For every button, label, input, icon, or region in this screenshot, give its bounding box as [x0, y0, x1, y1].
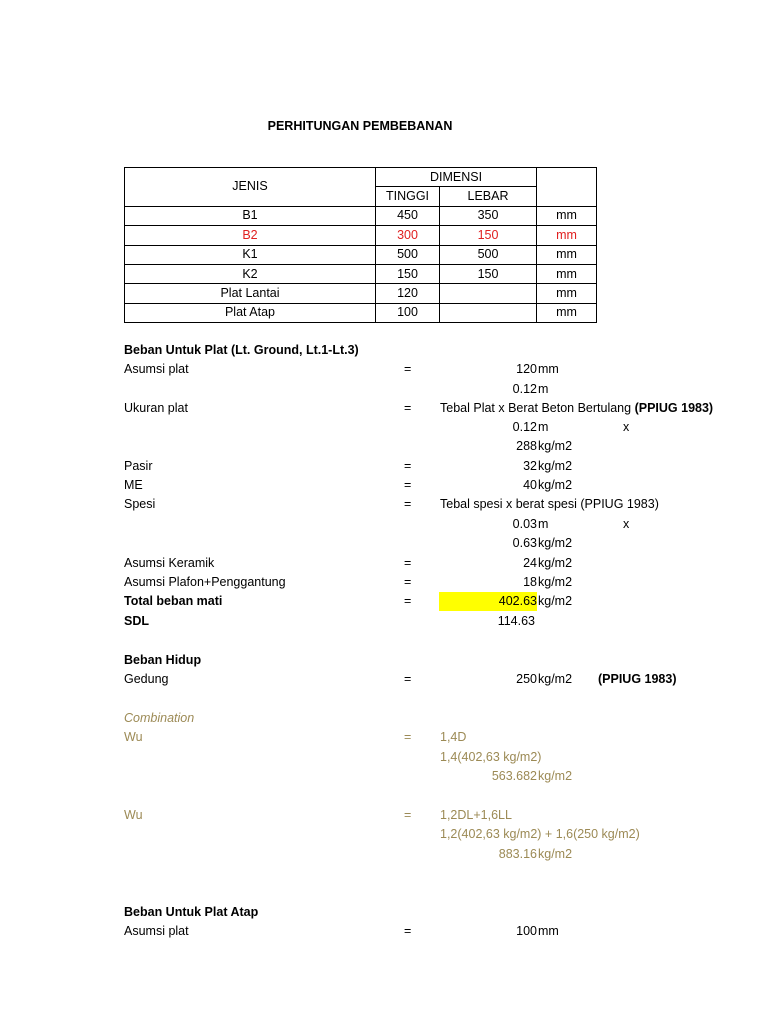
cell-unit: mm	[537, 226, 597, 245]
wu1-formula: 1,4D	[440, 730, 467, 744]
spesi-result-value: 0.63	[512, 536, 537, 550]
table-row	[125, 303, 597, 322]
spesi-m-value: 0.03	[512, 517, 537, 531]
cell-tinggi: 450	[376, 206, 440, 225]
table-row	[125, 226, 597, 245]
gedung-value: 250	[516, 672, 537, 686]
header-jenis: JENIS	[125, 168, 376, 207]
plafon-label: Asumsi Plafon+Penggantung	[124, 575, 286, 589]
cell-jenis: B1	[125, 206, 376, 225]
beban-hidup-heading: Beban Hidup	[124, 653, 202, 667]
cell-jenis: B2	[125, 226, 376, 245]
cell-tinggi: 120	[376, 284, 440, 303]
total-beban-mati-label: Total beban mati	[124, 594, 223, 608]
asumsi-plat-value: 120	[516, 362, 537, 376]
cell-jenis: K2	[125, 264, 376, 283]
equals-sign: =	[404, 730, 412, 744]
total-beban-mati-value: 402.63	[498, 594, 537, 608]
cell-tinggi: 100	[376, 303, 440, 322]
total-beban-mati-unit: kg/m2	[538, 594, 573, 608]
asumsi-plat-m-unit: m	[538, 382, 549, 396]
me-unit: kg/m2	[538, 478, 573, 492]
cell-lebar: 350	[440, 206, 537, 225]
wu1-result-value: 563.682	[491, 769, 537, 783]
table-row	[125, 284, 597, 303]
asumsi-plat-label: Asumsi plat	[124, 362, 189, 376]
cell-unit: mm	[537, 206, 597, 225]
gedung-unit: kg/m2	[538, 672, 573, 686]
cell-lebar: 150	[440, 264, 537, 283]
equals-sign: =	[404, 575, 412, 589]
dimension-table	[124, 167, 597, 323]
wu2-result-value: 883.16	[498, 847, 537, 861]
wu2-result-unit: kg/m2	[538, 847, 573, 861]
sdl-value: 114.63	[497, 614, 535, 628]
cell-tinggi: 150	[376, 264, 440, 283]
equals-sign: =	[404, 924, 412, 938]
pasir-unit: kg/m2	[538, 459, 573, 473]
header-dimensi: DIMENSI	[376, 168, 537, 187]
table-row	[125, 264, 597, 283]
pasir-label: Pasir	[124, 459, 153, 473]
gedung-label: Gedung	[124, 672, 169, 686]
cell-unit: mm	[537, 245, 597, 264]
wu1-result-unit: kg/m2	[538, 769, 573, 783]
asumsi-plat-atap-label: Asumsi plat	[124, 924, 189, 938]
equals-sign: =	[404, 478, 412, 492]
spesi-label: Spesi	[124, 497, 156, 511]
cell-unit: mm	[537, 284, 597, 303]
wu2-substitution: 1,2(402,63 kg/m2) + 1,6(250 kg/m2)	[440, 827, 640, 841]
times-sign: x	[623, 517, 630, 531]
plafon-value: 18	[523, 575, 537, 589]
cell-unit: mm	[537, 303, 597, 322]
header-empty	[537, 168, 597, 207]
cell-tinggi: 500	[376, 245, 440, 264]
header-lebar: LEBAR	[440, 187, 537, 206]
gedung-reference: (PPIUG 1983)	[598, 672, 677, 686]
asumsi-plat-m-value: 0.12	[512, 382, 537, 396]
ukuran-plat-result-unit: kg/m2	[538, 439, 573, 453]
page-title: PERHITUNGAN PEMBEBANAN	[267, 119, 453, 133]
equals-sign: =	[404, 459, 412, 473]
me-value: 40	[523, 478, 537, 492]
me-label: ME	[124, 478, 143, 492]
cell-jenis: Plat Atap	[125, 303, 376, 322]
keramik-unit: kg/m2	[538, 556, 573, 570]
wu2-label: Wu	[124, 808, 143, 822]
header-tinggi: TINGGI	[376, 187, 440, 206]
asumsi-plat-atap-unit: mm	[538, 924, 559, 938]
section-heading-plat-atap: Beban Untuk Plat Atap	[124, 905, 259, 919]
equals-sign: =	[404, 401, 412, 415]
wu1-substitution: 1,4(402,63 kg/m2)	[440, 750, 542, 764]
cell-tinggi: 300	[376, 226, 440, 245]
keramik-value: 24	[523, 556, 537, 570]
section-heading-plat: Beban Untuk Plat (Lt. Ground, Lt.1-Lt.3)	[124, 343, 359, 357]
spesi-result-unit: kg/m2	[538, 536, 573, 550]
equals-sign: =	[404, 808, 412, 822]
cell-lebar: 150	[440, 226, 537, 245]
plafon-unit: kg/m2	[538, 575, 573, 589]
table-row	[125, 206, 597, 225]
ukuran-plat-label: Ukuran plat	[124, 401, 188, 415]
cell-unit: mm	[537, 264, 597, 283]
wu1-label: Wu	[124, 730, 143, 744]
equals-sign: =	[404, 672, 412, 686]
equals-sign: =	[404, 594, 412, 608]
spesi-m-unit: m	[538, 517, 549, 531]
cell-lebar	[440, 284, 537, 303]
equals-sign: =	[404, 556, 412, 570]
pasir-value: 32	[523, 459, 537, 473]
cell-lebar	[440, 303, 537, 322]
asumsi-plat-unit: mm	[538, 362, 559, 376]
wu2-formula: 1,2DL+1,6LL	[440, 808, 512, 822]
cell-jenis: Plat Lantai	[125, 284, 376, 303]
cell-jenis: K1	[125, 245, 376, 264]
ukuran-plat-result-value: 288	[516, 439, 537, 453]
table-row	[125, 245, 597, 264]
ukuran-plat-m-unit: m	[538, 420, 549, 434]
equals-sign: =	[404, 362, 412, 376]
ukuran-plat-formula: Tebal Plat x Berat Beton Bertulang (PPIUG 1983)	[440, 401, 714, 415]
spesi-formula: Tebal spesi x berat spesi (PPIUG 1983)	[440, 497, 659, 511]
cell-lebar: 500	[440, 245, 537, 264]
equals-sign: =	[404, 497, 412, 511]
combination-heading: Combination	[124, 711, 195, 725]
sdl-label: SDL	[124, 614, 149, 628]
times-sign: x	[623, 420, 630, 434]
asumsi-plat-atap-value: 100	[516, 924, 537, 938]
ukuran-plat-m-value: 0.12	[512, 420, 537, 434]
keramik-label: Asumsi Keramik	[124, 556, 215, 570]
